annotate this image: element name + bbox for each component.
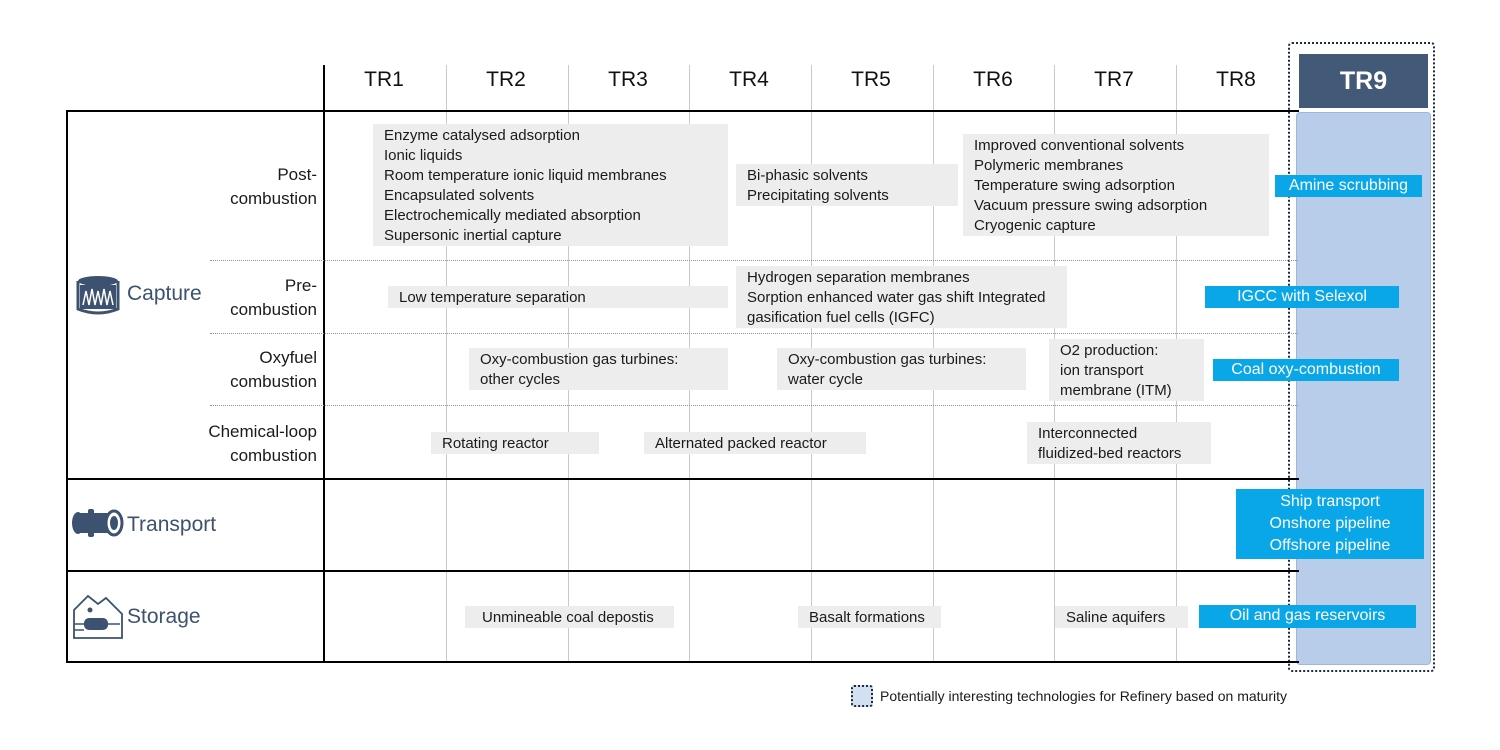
row-separator [210, 260, 1298, 261]
column-header-tr7: TR7 [1094, 68, 1134, 91]
category-transport: Transport [127, 513, 217, 536]
tech-box-chem-tr7: Interconnected fluidized-bed reactors [1027, 422, 1211, 464]
legend-swatch [851, 685, 873, 707]
header-divider [323, 65, 325, 662]
tr9-dotted-outline [1288, 42, 1435, 672]
tech-box-oxy-tr2-3: Oxy-combustion gas turbines: other cycles [469, 348, 728, 390]
row-label-pre-combustion: Pre- combustion [230, 276, 317, 319]
tech-box-post-tr4: Bi-phasic solvents Precipitating solvents [736, 164, 958, 206]
legend-text: Potentially interesting technologies for Refinery based on maturity [880, 688, 1287, 704]
tr9-tech-oil-gas-reservoirs: Oil and gas reservoirs [1199, 605, 1416, 628]
tr9-tech-amine-scrubbing: Amine scrubbing [1275, 175, 1422, 197]
row-label-post-combustion: Post- combustion [230, 165, 317, 208]
tech-box-oxy-tr4-5: Oxy-combustion gas turbines: water cycle [777, 348, 1026, 390]
column-header-tr4: TR4 [729, 68, 769, 91]
row-separator [210, 405, 1298, 406]
tr9-tech-transport: Ship transport Onshore pipeline Offshore pipeline [1236, 489, 1424, 559]
column-header-tr8: TR8 [1216, 68, 1256, 91]
tech-box-storage-tr5: Basalt formations [798, 606, 941, 628]
tech-box-chem-tr2: Rotating reactor [431, 432, 599, 454]
column-header-tr6: TR6 [973, 68, 1013, 91]
tech-box-pre-tr4-6: Hydrogen separation membranes Sorption enhanced water gas shift Integrated gasification fuel cells (IGFC) [736, 266, 1067, 328]
storage-icon [70, 590, 124, 640]
tech-box-post-tr1-3: Enzyme catalysed adsorption Ionic liquids Room temperature ionic liquid membranes Encapsulated solvents Electrochemically mediated absorption Supersonic inertial capture [373, 124, 728, 246]
header-bottom-border [66, 110, 1299, 112]
tr9-tech-igcc-selexol: IGCC with Selexol [1205, 286, 1399, 308]
capture-bottom-border [66, 478, 1299, 480]
category-storage: Storage [127, 605, 201, 628]
column-header-tr1: TR1 [364, 68, 404, 91]
table-bottom-border [66, 661, 1299, 663]
tech-box-oxy-tr7: O2 production: ion transport membrane (ITM) [1049, 339, 1204, 401]
column-header-tr9: TR9 [1299, 54, 1428, 108]
tech-box-post-tr6-7: Improved conventional solvents Polymeric membranes Temperature swing adsorption Vacuum pressure swing adsorption Cryogenic capture [963, 134, 1269, 236]
tech-box-chem-tr3-4: Alternated packed reactor [644, 432, 866, 454]
table-left-border [66, 110, 68, 663]
column-header-tr2: TR2 [486, 68, 526, 91]
transport-bottom-border [66, 570, 1299, 572]
tech-box-storage-tr2-3: Unmineable coal depostis [465, 606, 674, 628]
tech-box-pre-tr1-3: Low temperature separation [388, 286, 728, 308]
transport-pipe-icon [70, 505, 124, 541]
tech-box-storage-tr7: Saline aquifers [1055, 606, 1188, 628]
row-label-oxyfuel-combustion: Oxyfuel combustion [230, 348, 317, 391]
capture-icon [76, 275, 120, 315]
category-capture: Capture [127, 282, 202, 305]
column-header-tr5: TR5 [851, 68, 891, 91]
tr9-tech-coal-oxy-combustion: Coal oxy-combustion [1213, 359, 1399, 381]
row-label-chemical-loop-combustion: Chemical-loop combustion [208, 422, 317, 465]
column-header-tr3: TR3 [608, 68, 648, 91]
row-separator [210, 333, 1298, 334]
